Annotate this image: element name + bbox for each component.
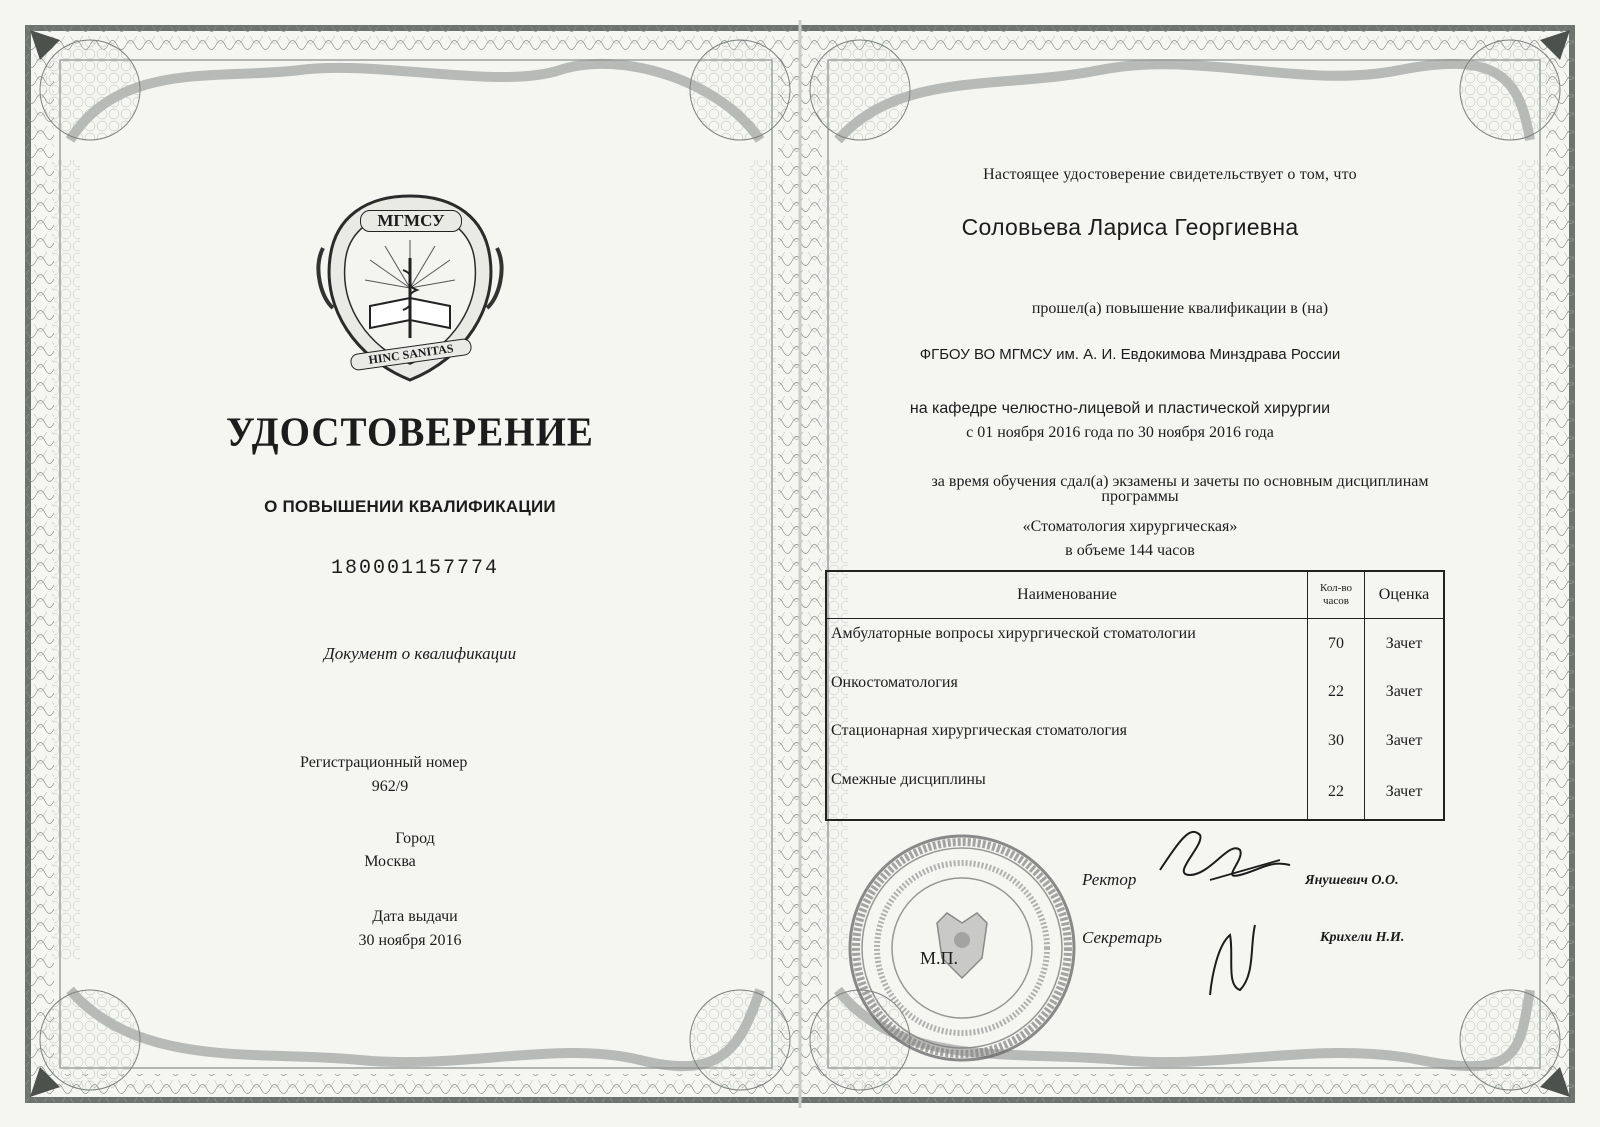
subject-grade: Зачет (1365, 765, 1445, 820)
table-row (826, 668, 1444, 716)
subject-name: Смежные дисциплины (826, 765, 1308, 820)
document-title: УДОСТОВЕРЕНИЕ (226, 409, 594, 456)
header-hours: Кол-во часов (1308, 571, 1365, 619)
document-type: Документ о квалификации (323, 644, 517, 663)
issue-date-value: 30 ноября 2016 (358, 932, 462, 949)
department-text: на кафедре челюстно-лицевой и пластической хирургии (909, 400, 1331, 417)
certificate-intro: Настоящее удостоверение свидетельствует о том, что (983, 166, 1357, 183)
header-name: Наименование (826, 571, 1308, 619)
rector-label: Ректор (1082, 870, 1137, 889)
subject-name: Стационарная хирургическая стоматология (826, 716, 1308, 765)
city-value: Москва (364, 853, 416, 870)
subject-name: Амбулаторные вопросы хирургической стоматологии (826, 619, 1308, 669)
registration-value: 962/9 (371, 778, 409, 795)
registration-label: Регистрационный номер (300, 754, 468, 771)
subject-hours: 22 (1308, 668, 1365, 716)
institution-name: ФГБОУ ВО МГМСУ им. А. И. Евдокимова Минздрава России (919, 346, 1341, 363)
exams-line-2: программы (1101, 488, 1179, 505)
city-label: Город (395, 830, 435, 847)
subject-grade: Зачет (1365, 619, 1445, 669)
table-row (826, 716, 1444, 765)
exams-line-1: за время обучения сдал(а) экзамены и зачеты по основным дисциплинам (931, 473, 1429, 490)
program-volume: в объеме 144 часов (1065, 542, 1195, 559)
secretary-name: Крихели Н.И. (1320, 930, 1405, 945)
exams-text (870, 474, 1490, 504)
stamp-label: М.П. (920, 948, 959, 968)
logo-bottom-text: HINC SANITAS (349, 338, 472, 372)
study-period: с 01 ноября 2016 года по 30 ноября 2016 года (966, 424, 1274, 441)
document-subtitle: О ПОВЫШЕНИИ КВАЛИФИКАЦИИ (264, 497, 556, 516)
subjects-table (825, 570, 1445, 821)
header-grade: Оценка (1365, 571, 1445, 619)
person-name: Соловьева Лариса Георгиевна (961, 214, 1299, 240)
table-row (826, 765, 1444, 820)
program-name: «Стоматология хирургическая» (1022, 518, 1238, 535)
university-logo (315, 188, 505, 388)
subject-hours: 70 (1308, 619, 1365, 669)
secretary-signature (1200, 915, 1270, 1005)
subject-grade: Зачет (1365, 668, 1445, 716)
subject-grade: Зачет (1365, 716, 1445, 765)
issue-date-label: Дата выдачи (372, 908, 458, 925)
serial-number: 180001157774 (330, 557, 500, 580)
logo-top-text: МГМСУ (360, 210, 462, 232)
table-header-row (826, 571, 1444, 619)
table-row (826, 619, 1444, 669)
rector-signature (1150, 820, 1300, 895)
subject-hours: 30 (1308, 716, 1365, 765)
passed-text: прошел(а) повышение квалификации в (на) (1031, 300, 1329, 317)
official-stamp (842, 828, 1082, 1068)
stamp-seal-icon (842, 828, 1082, 1068)
secretary-label: Секретарь (1082, 928, 1162, 947)
rector-name: Янушевич О.О. (1305, 873, 1399, 888)
subject-name: Онкостоматология (826, 668, 1308, 716)
subject-hours: 22 (1308, 765, 1365, 820)
